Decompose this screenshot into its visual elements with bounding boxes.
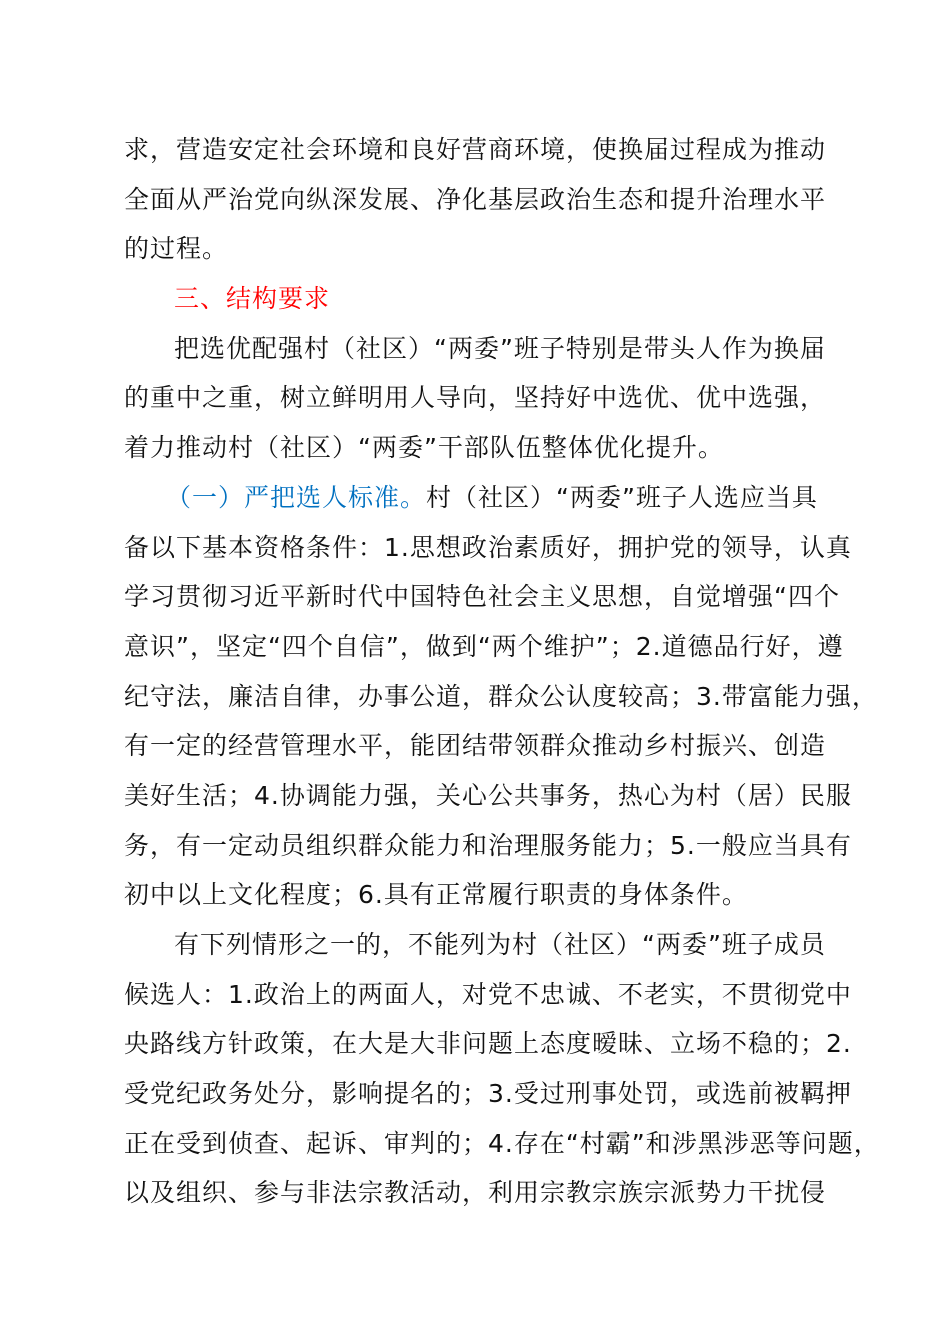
- text-line: 初中以上文化程度；6.具有正常履行职责的身体条件。: [124, 880, 748, 909]
- subheading-line: [166, 478, 886, 518]
- text-line: 学习贯彻习近平新时代中国特色社会主义思想，自觉增强“四个: [124, 582, 840, 611]
- text-line: 求，营造安定社会环境和良好营商环境，使换届过程成为推动: [124, 135, 827, 164]
- text-line: 正在受到侦查、起诉、审判的；4.存在“村霸”和涉黑涉恶等问题，: [124, 1129, 880, 1158]
- text-line: 美好生活；4.协调能力强，关心公共事务，热心为村（居）民服: [124, 781, 852, 810]
- text-line: 务，有一定动员组织群众能力和治理服务能力；5.一般应当具有: [124, 831, 852, 860]
- section-heading: 三、结构要求: [174, 284, 331, 313]
- text-line: 全面从严治党向纵深发展、净化基层政治生态和提升治理水平: [124, 185, 827, 214]
- text-line: 受党纪政务处分，影响提名的；3.受过刑事处罚，或选前被羁押: [124, 1079, 852, 1108]
- text-line: 有一定的经营管理水平，能团结带领群众推动乡村振兴、创造: [124, 731, 827, 760]
- text-line: 的过程。: [124, 234, 229, 263]
- text-line: 着力推动村（社区）“两委”干部队伍整体优化提升。: [124, 433, 724, 462]
- text-line: 纪守法，廉洁自律，办事公道，群众公认度较高；3.带富能力强，: [124, 682, 878, 711]
- text-line: 候选人：1.政治上的两面人，对党不忠诚、不老实，不贯彻党中: [124, 980, 852, 1009]
- text-line: 以及组织、参与非法宗教活动，利用宗教宗族宗派势力干扰侵: [124, 1178, 827, 1207]
- text-line: 意识”，坚定“四个自信”，做到“两个维护”；2.道德品行好，遵: [124, 632, 844, 661]
- text-line: 央路线方针政策，在大是大非问题上态度暧昧、立场不稳的；2.: [124, 1029, 852, 1058]
- subheading: （一）严把选人标准。: [166, 483, 427, 512]
- text-line: 备以下基本资格条件：1.思想政治素质好，拥护党的领导，认真: [124, 533, 852, 562]
- text-line: 的重中之重，树立鲜明用人导向，坚持好中选优、优中选强，: [124, 383, 827, 412]
- subheading-tail: 村（社区）“两委”班子人选应当具: [426, 483, 818, 512]
- text-line: 有下列情形之一的，不能列为村（社区）“两委”班子成员: [174, 930, 826, 959]
- text-line: 把选优配强村（社区）“两委”班子特别是带头人作为换届: [174, 334, 826, 363]
